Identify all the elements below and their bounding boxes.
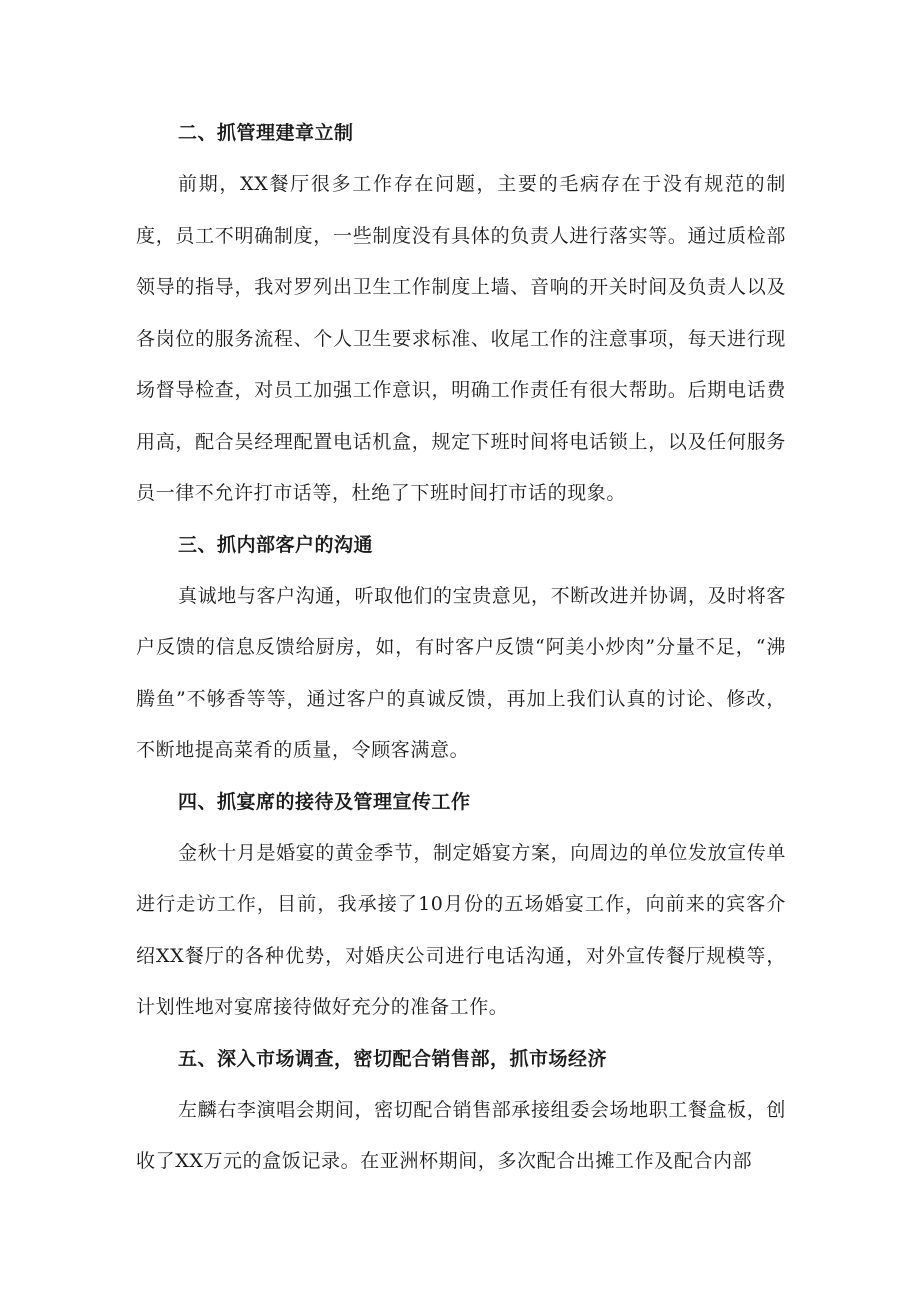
section-paragraph: 前期，XX餐厅很多工作存在问题，主要的毛病存在于没有规范的制度，员工不明确制度，一些制度没有具体的负责人进行落实等。通过质检部领导的指导，我对罗列出卫生工作制度上墙、音响的开关时间及负责人以及各岗位的服务流程、个人卫生要求标准、收尾工作的注意事项，每天进行现场督导检查，对员工加强工作意识，明确工作责任有很大帮助。后期电话费用高，配合吴经理配置电话机盒，规定下班时间将电话锁上，以及任何服务员一律不允许打市话等，杜绝了下班时间打市话的现象。 (136, 173, 786, 504)
section-paragraph: 真诚地与客户沟通，听取他们的宝贵意见，不断改进并协调，及时将客户反馈的信息反馈给厨房，如，有时客户反馈“阿美小炒肉”分量不足，“沸腾鱼”不够香等等，通过客户的真诚反馈，再加上我们认真的讨论、修改，不断地提高菜肴的质量，令顾客满意。 (136, 584, 786, 761)
section-heading: 二、抓管理建章立制 (178, 122, 354, 144)
section-heading: 四、抓宴席的接待及管理宣传工作 (178, 790, 471, 813)
document-body (136, 108, 786, 1188)
section-banquet-promotion (136, 777, 786, 1034)
section-heading: 五、深入市场调查，密切配合销售部，抓市场经济 (178, 1047, 608, 1070)
section-management-rules (136, 108, 786, 520)
section-paragraph: 金秋十月是婚宴的黄金季节，制定婚宴方案，向周边的单位发放宣传单进行走访工作，目前，我承接了10月份的五场婚宴工作，向前来的宾客介绍XX餐厅的各种优势，对婚庆公司进行电话沟通，对外宣传餐厅规模等，计划性地对宴席接待做好充分的准备工作。 (136, 841, 786, 1018)
section-internal-communication (136, 520, 786, 777)
section-heading: 三、抓内部客户的沟通 (178, 533, 374, 556)
section-market-research (136, 1034, 786, 1188)
section-paragraph: 左麟右李演唱会期间，密切配合销售部承接组委会场地职工餐盒板，创收了XX万元的盒饭记录。在亚洲杯期间，多次配合出摊工作及配合内部 (136, 1098, 786, 1172)
